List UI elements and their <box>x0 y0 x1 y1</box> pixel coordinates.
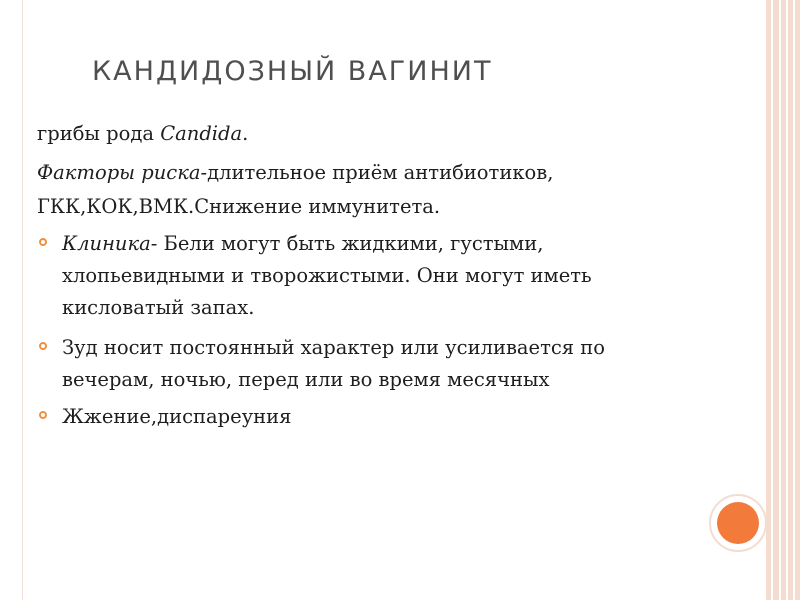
clinic-label: Клиника- <box>62 232 158 255</box>
bullet-clinic-line3: кисловатый запах. <box>62 296 255 319</box>
slide-title: КАНДИДОЗНЫЙ ВАГИНИТ <box>92 56 493 87</box>
right-stripe <box>779 0 781 600</box>
genus-prefix: грибы рода <box>37 122 161 145</box>
genus-suffix: . <box>242 122 249 145</box>
right-stripe <box>793 0 795 600</box>
risk-factors-text: длительное приём антибиотиков, <box>207 161 554 184</box>
decorative-circle-icon <box>717 502 759 544</box>
bullet-itch-line1: Зуд носит постоянный характер или усиливается по <box>62 336 606 359</box>
bullet-icon <box>39 238 47 246</box>
genus-name: Candida <box>160 122 243 145</box>
bullet-burning-line1: Жжение,диспареуния <box>62 405 292 428</box>
text-line-risk-factors <box>37 160 553 186</box>
text-line-risk-factors-cont: ГКК,КОК,ВМК.Снижение иммунитета. <box>37 195 441 218</box>
right-stripe <box>786 0 788 600</box>
bullet-icon <box>39 411 47 419</box>
bullet-itch-line2: вечерам, ночью, перед или во время месячных <box>62 368 550 391</box>
risk-factors-label: Факторы риска- <box>37 161 208 184</box>
bullet-clinic-line2: хлопьевидными и творожистыми. Они могут иметь <box>62 264 592 287</box>
bullet-clinic-line1 <box>62 231 543 257</box>
bullet-icon <box>39 342 47 350</box>
left-border-line <box>22 0 23 600</box>
right-stripe <box>771 0 773 600</box>
clinic-text: Бели могут быть жидкими, густыми, <box>157 232 544 255</box>
text-line-genus <box>37 121 248 147</box>
